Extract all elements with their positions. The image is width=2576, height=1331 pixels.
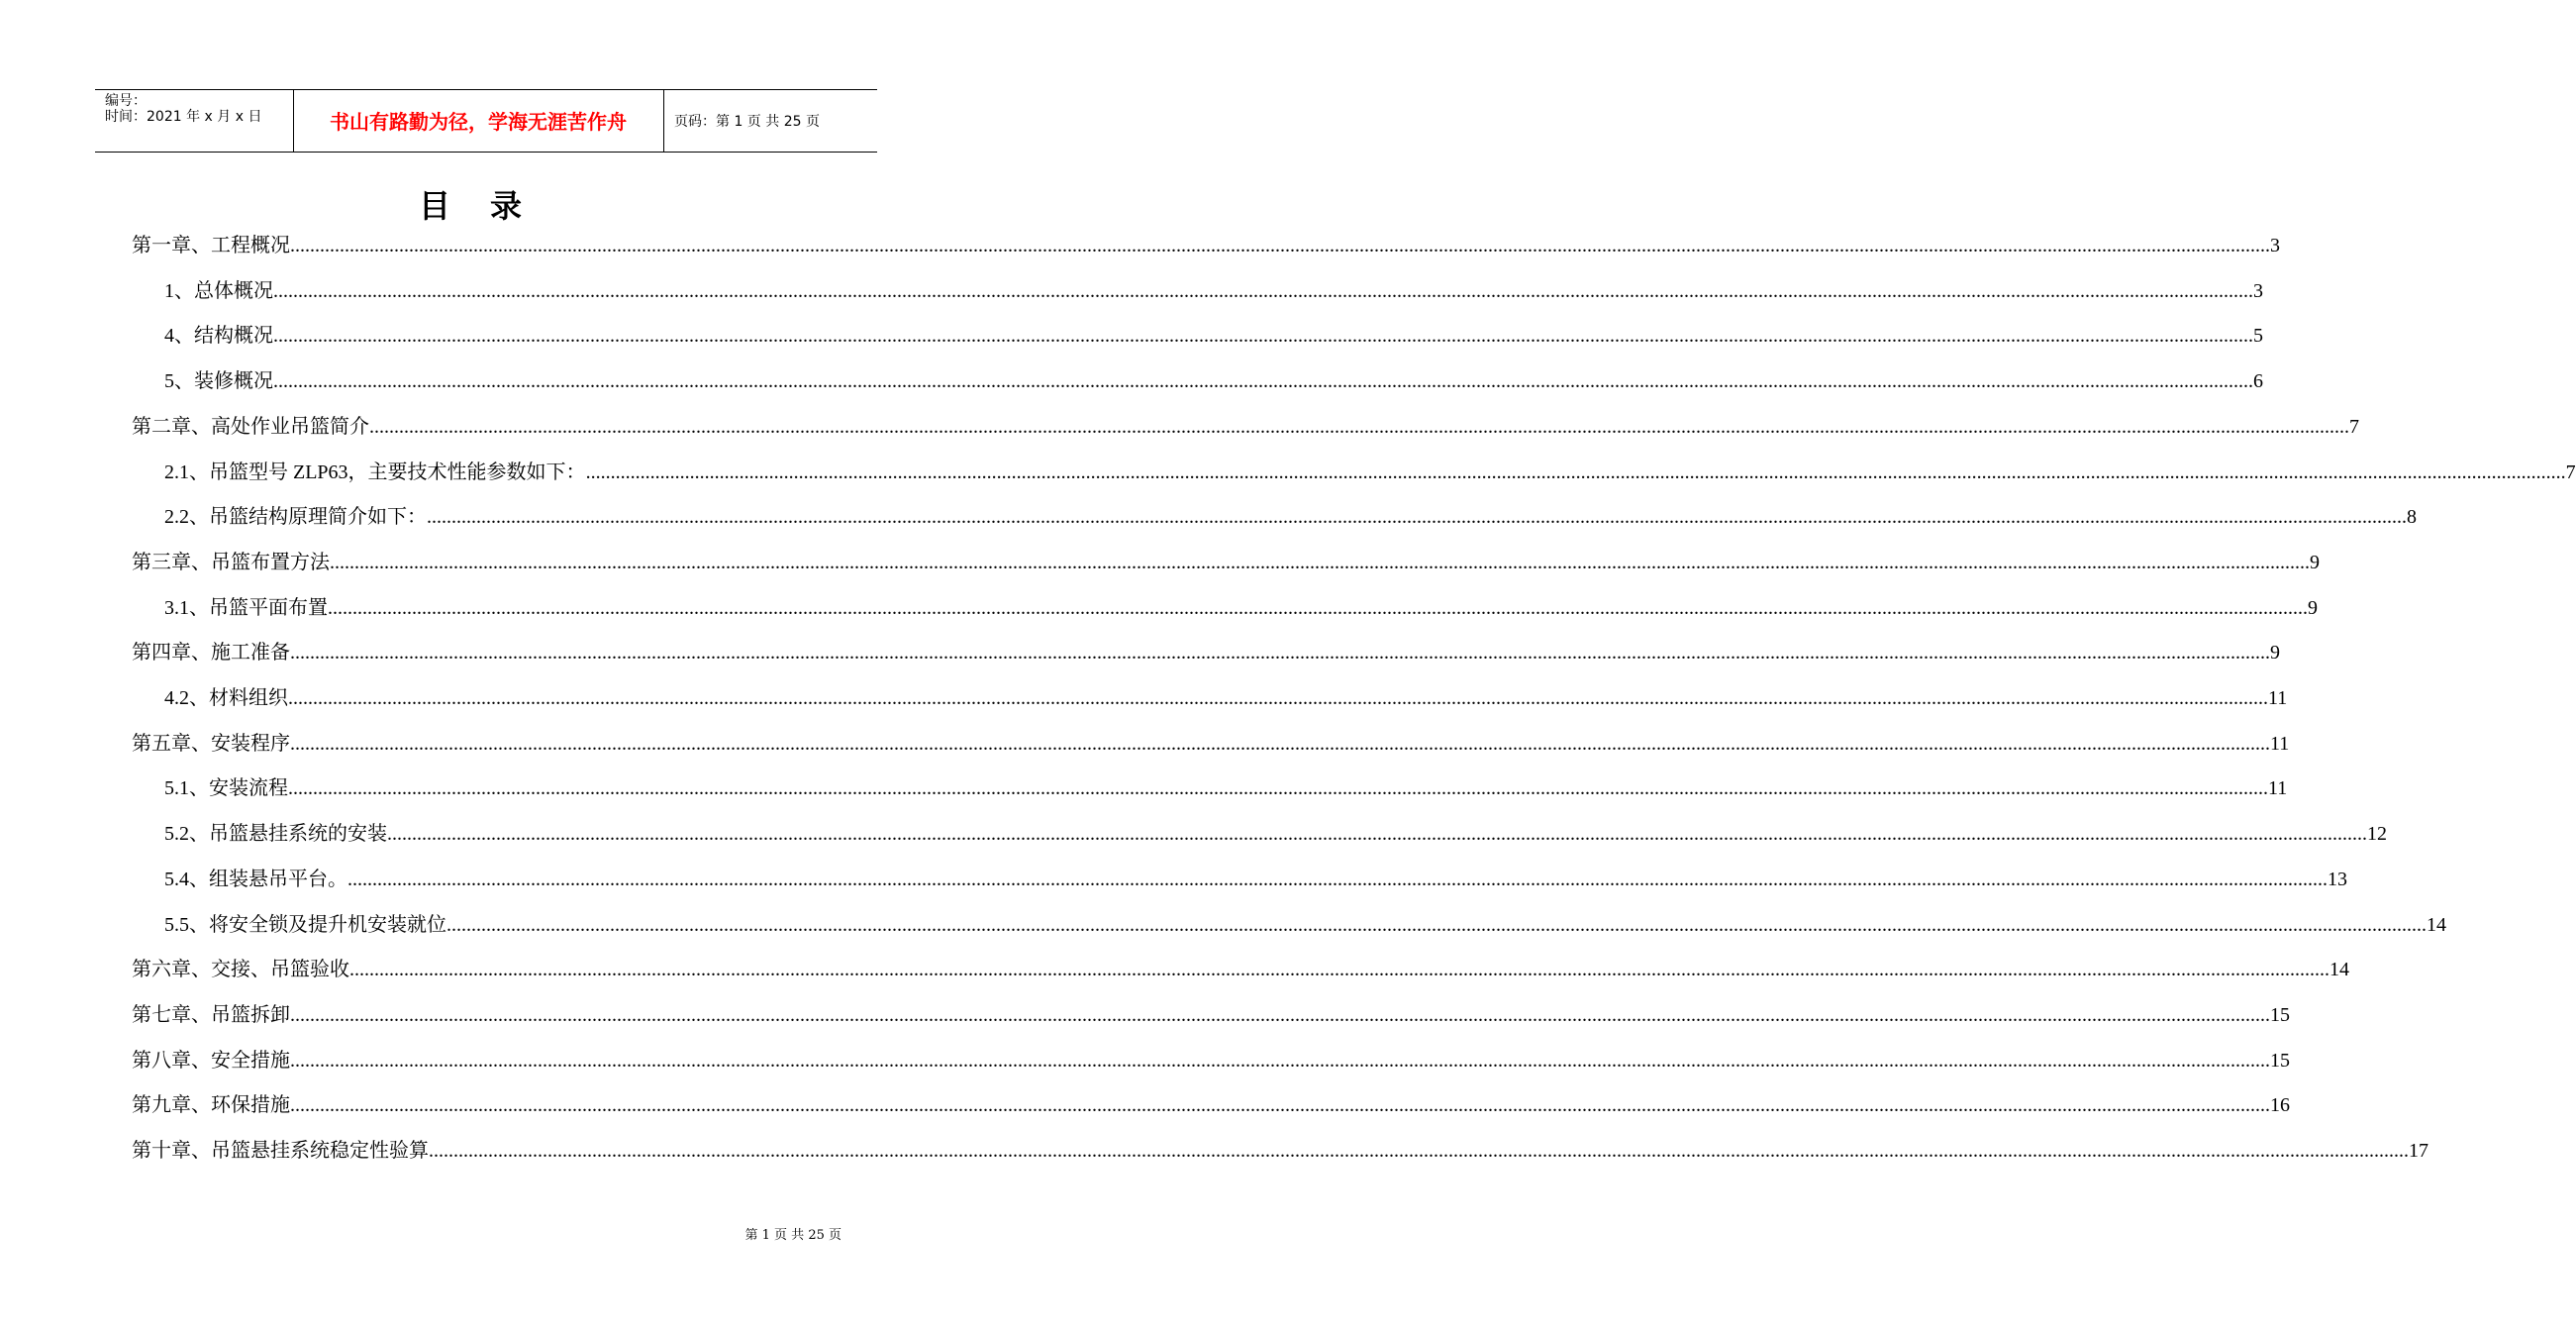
toc-entry-page: 7 bbox=[2565, 461, 2576, 483]
toc-entry-title: 第四章、施工准备 bbox=[132, 642, 290, 665]
toc-leader-dots: ................................................................................................................................................................................................................................................................................................................................................................................................................ bbox=[290, 732, 2270, 755]
toc-entry[interactable] bbox=[132, 405, 2359, 449]
toc-entry-title: 第二章、高处作业吊篮简介 bbox=[132, 415, 369, 438]
toc-leader-dots: ................................................................................................................................................................................................................................................................................................................................................................................................................ bbox=[446, 913, 2427, 936]
toc-leader-dots: ................................................................................................................................................................................................................................................................................................................................................................................................................ bbox=[273, 325, 2253, 348]
toc-leader-dots: ................................................................................................................................................................................................................................................................................................................................................................................................................ bbox=[349, 959, 2329, 981]
toc-entry-page: 11 bbox=[2268, 687, 2288, 709]
toc-leader-dots: ................................................................................................................................................................................................................................................................................................................................................................................................................ bbox=[429, 1140, 2409, 1162]
toc-leader-dots: ................................................................................................................................................................................................................................................................................................................................................................................................................ bbox=[328, 596, 2308, 619]
toc-entry-title: 5.2、吊篮悬挂系统的安装 bbox=[164, 823, 387, 846]
toc-leader-dots: ................................................................................................................................................................................................................................................................................................................................................................................................................ bbox=[290, 1094, 2270, 1117]
toc-leader-dots: ................................................................................................................................................................................................................................................................................................................................................................................................................ bbox=[369, 415, 2349, 438]
page-header bbox=[95, 89, 877, 153]
toc-entry[interactable] bbox=[132, 1039, 2290, 1082]
toc-entry[interactable] bbox=[164, 676, 2288, 720]
toc-entry[interactable] bbox=[164, 269, 2263, 313]
toc-entry[interactable] bbox=[132, 948, 2349, 991]
document-time-label: 时间：2021 年 x 月 x 日 bbox=[105, 109, 262, 125]
toc-entry-title: 5.5、将安全锁及提升机安装就位 bbox=[164, 913, 446, 936]
toc-leader-dots: ................................................................................................................................................................................................................................................................................................................................................................................................................ bbox=[288, 777, 2268, 800]
toc-entry-title: 3.1、吊篮平面布置 bbox=[164, 596, 328, 619]
toc-entry-title: 第七章、吊篮拆卸 bbox=[132, 1003, 290, 1026]
toc-entry-page: 11 bbox=[2270, 732, 2290, 755]
toc-entry[interactable] bbox=[132, 541, 2320, 584]
toc-entry[interactable] bbox=[164, 495, 2417, 539]
toc-entry-title: 5.1、安装流程 bbox=[164, 777, 288, 800]
toc-entry-title: 第九章、环保措施 bbox=[132, 1094, 290, 1117]
header-page-info: 页码：第 1 页 共 25 页 bbox=[674, 114, 820, 130]
toc-entry[interactable] bbox=[132, 1083, 2290, 1127]
toc-leader-dots: ................................................................................................................................................................................................................................................................................................................................................................................................................ bbox=[290, 235, 2270, 256]
toc-leader-dots: ................................................................................................................................................................................................................................................................................................................................................................................................................ bbox=[290, 1049, 2270, 1072]
toc-entry[interactable] bbox=[164, 812, 2387, 856]
toc-entry-page: 9 bbox=[2308, 596, 2318, 619]
toc-entry-title: 第五章、安装程序 bbox=[132, 732, 290, 755]
toc-entry-page: 8 bbox=[2407, 506, 2417, 529]
toc-entry[interactable] bbox=[132, 224, 2280, 267]
toc-entry-title: 2.2、吊篮结构原理简介如下： bbox=[164, 506, 427, 529]
toc-entry-page: 15 bbox=[2270, 1049, 2290, 1072]
toc-entry[interactable] bbox=[164, 903, 2446, 947]
page-title: 目录 bbox=[418, 187, 561, 225]
toc-entry-page: 13 bbox=[2328, 868, 2347, 890]
page-footer: 第 1 页 共 25 页 bbox=[744, 1228, 842, 1243]
toc-entry-page: 12 bbox=[2367, 823, 2387, 846]
toc-leader-dots: ................................................................................................................................................................................................................................................................................................................................................................................................................ bbox=[288, 687, 2268, 709]
document-number-label: 编号： bbox=[105, 93, 147, 109]
toc-entry-title: 第十章、吊篮悬挂系统稳定性验算 bbox=[132, 1140, 429, 1162]
toc-entry-page: 3 bbox=[2253, 279, 2263, 302]
toc-entry-page: 15 bbox=[2270, 1003, 2290, 1026]
toc-entry[interactable] bbox=[164, 586, 2318, 630]
toc-leader-dots: ................................................................................................................................................................................................................................................................................................................................................................................................................ bbox=[290, 642, 2270, 665]
toc-entry-page: 16 bbox=[2270, 1094, 2290, 1117]
toc-entry-title: 第三章、吊篮布置方法 bbox=[132, 551, 330, 573]
toc-leader-dots: ................................................................................................................................................................................................................................................................................................................................................................................................................ bbox=[347, 868, 2328, 890]
toc-entry-title: 第一章、工程概况 bbox=[132, 235, 290, 256]
toc-leader-dots: ................................................................................................................................................................................................................................................................................................................................................................................................................ bbox=[387, 823, 2367, 846]
toc-entry-title: 5、装修概况 bbox=[164, 370, 273, 393]
toc-leader-dots: ................................................................................................................................................................................................................................................................................................................................................................................................................ bbox=[330, 551, 2310, 573]
toc-entry[interactable] bbox=[164, 359, 2263, 403]
toc-entry-page: 14 bbox=[2329, 959, 2349, 981]
toc-entry-page: 6 bbox=[2253, 370, 2263, 393]
header-motto-cell bbox=[293, 90, 664, 152]
toc-entry[interactable] bbox=[132, 722, 2290, 766]
header-motto: 书山有路勤为径，学海无涯苦作舟 bbox=[330, 110, 627, 134]
toc-leader-dots: ................................................................................................................................................................................................................................................................................................................................................................................................................ bbox=[427, 506, 2407, 529]
toc-entry[interactable] bbox=[164, 858, 2347, 901]
toc-leader-dots: ................................................................................................................................................................................................................................................................................................................................................................................................................ bbox=[585, 461, 2566, 483]
toc-entry-page: 14 bbox=[2427, 913, 2446, 936]
toc-entry[interactable] bbox=[164, 451, 2576, 494]
toc-entry[interactable] bbox=[164, 767, 2288, 810]
toc-entry-page: 7 bbox=[2349, 415, 2359, 438]
toc-entry-page: 5 bbox=[2253, 325, 2263, 348]
toc-entry-title: 4.2、材料组织 bbox=[164, 687, 288, 709]
toc-entry-title: 5.4、组装悬吊平台。 bbox=[164, 868, 347, 890]
toc-leader-dots: ................................................................................................................................................................................................................................................................................................................................................................................................................ bbox=[273, 279, 2253, 302]
toc-entry-page: 17 bbox=[2409, 1140, 2428, 1162]
toc-entry[interactable] bbox=[132, 993, 2290, 1037]
toc-entry[interactable] bbox=[164, 314, 2263, 358]
header-info-cell bbox=[95, 90, 294, 152]
header-page-cell bbox=[664, 90, 877, 152]
toc-entry-page: 11 bbox=[2268, 777, 2288, 800]
toc-leader-dots: ................................................................................................................................................................................................................................................................................................................................................................................................................ bbox=[273, 370, 2253, 393]
toc-leader-dots: ................................................................................................................................................................................................................................................................................................................................................................................................................ bbox=[290, 1003, 2270, 1026]
toc-entry-title: 4、结构概况 bbox=[164, 325, 273, 348]
toc-entry[interactable] bbox=[132, 1129, 2428, 1173]
toc-entry-page: 9 bbox=[2270, 642, 2280, 665]
toc-entry-page: 3 bbox=[2270, 235, 2280, 256]
toc-entry-page: 9 bbox=[2310, 551, 2320, 573]
toc-entry-title: 第六章、交接、吊篮验收 bbox=[132, 959, 349, 981]
toc-entry-title: 1、总体概况 bbox=[164, 279, 273, 302]
toc-entry-title: 第八章、安全措施 bbox=[132, 1049, 290, 1072]
toc-entry[interactable] bbox=[132, 631, 2280, 674]
toc-entry-title: 2.1、吊篮型号 ZLP63，主要技术性能参数如下： bbox=[164, 461, 586, 483]
